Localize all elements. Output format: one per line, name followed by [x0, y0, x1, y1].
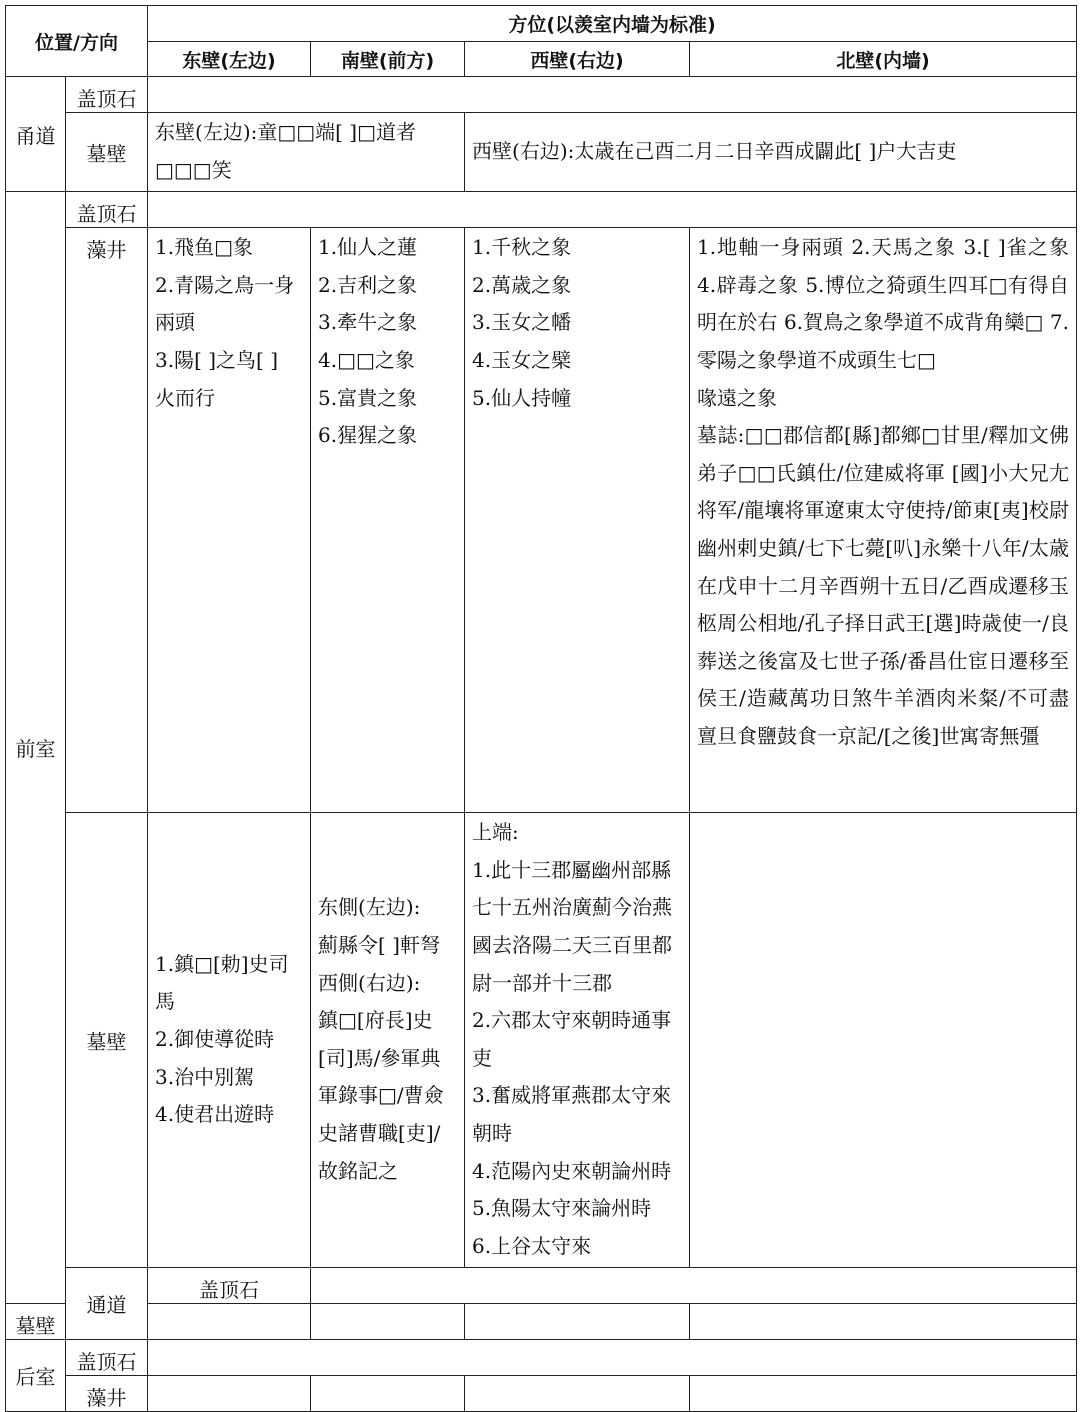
section-tongdao-label: 通道: [66, 1268, 148, 1340]
zaojing-north-items-tail: 喙遠之象: [697, 385, 778, 410]
zaojing-west-item: 5.仙人持幢: [472, 385, 572, 410]
wall-west-item: 6.上谷太守來: [472, 1233, 592, 1258]
wall-south-item: 鎮□[府長]史: [318, 1008, 433, 1033]
tongdao-wall-east-cell: [148, 1304, 311, 1340]
front-zaojing-east-cell: [148, 228, 311, 813]
zaojing-west-item: 4.玉女之檗: [472, 347, 572, 372]
wall-east-item: 3.治中別駕: [155, 1064, 255, 1089]
back-zaojing-west-cell: [465, 1376, 690, 1412]
front-wall-label: 墓壁: [66, 813, 148, 1268]
zaojing-west-item: 1.千秋之象: [472, 235, 572, 260]
wall-south-item: 故銘記之: [318, 1158, 399, 1183]
zaojing-south-item: 6.猩猩之象: [318, 423, 418, 448]
zaojing-north-items: 1.地軸一身兩頭 2.天馬之象 3.[ ]雀之象 4.辟毒之象 5.博位之猗頭生四耳□有得自明在於右 6.賀鳥之象學道不成背角欒□ 7.零陽之象學道不成頭生七□: [697, 235, 1070, 372]
wall-east-item: 馬: [155, 989, 176, 1014]
yongdao-capstone-label: 盖顶石: [66, 77, 148, 113]
col-north-wall-header: 北壁(内墙): [690, 42, 1077, 77]
back-zaojing-east-cell: [148, 1376, 311, 1412]
front-capstone-label: 盖顶石: [66, 192, 148, 228]
back-zaojing-north-cell: [690, 1376, 1077, 1412]
back-zaojing-south-cell: [311, 1376, 465, 1412]
wall-west-item: 2.六郡太守來朝時通事: [472, 1008, 672, 1033]
orientation-header: 方位(以羡室内墙为标准): [148, 6, 1077, 42]
tomb-inscription-table: [5, 5, 1077, 1412]
front-wall-west-cell: [465, 813, 690, 1268]
col-west-wall-header: 西壁(右边): [465, 42, 690, 77]
back-capstone-label: 盖顶石: [66, 1340, 148, 1376]
zaojing-south-item: 4.□□之象: [318, 347, 415, 372]
position-direction-header: 位置/方向: [6, 6, 148, 77]
front-zaojing-label: 藻井: [66, 228, 148, 813]
zaojing-north-epitaph: 墓誌:□□郡信都[縣]都鄉□甘里/釋加文佛弟子□□氏鎮仕/位建威将軍 [國]小大兄尢将军/龍壤将軍遼東太守使持/節東[夷]校尉幽州剌史鎮/七下七薨[叭]永樂十八年/太歳在戊申十二月辛酉朔十五日/乙酉成遷移玉柩周公相地/孔子择日武王[選]時歳使一/良葬送之後富及七世子孫/番昌仕宦日遷移至侯王/造藏萬功日煞牛羊酒肉米粲/不可盡亶旦食鹽鼓食一京記/[之後]世寓寄無彊: [697, 423, 1070, 748]
front-zaojing-north-cell: [690, 228, 1077, 813]
tongdao-capstone-cell: [311, 1268, 1077, 1304]
yongdao-east-wall-cell: [148, 113, 465, 192]
front-zaojing-south-cell: [311, 228, 465, 813]
wall-west-item: 3.奮威將軍燕郡太守來: [472, 1083, 672, 1108]
wall-west-item: 朝時: [472, 1120, 513, 1145]
zaojing-south-item: 5.富貴之象: [318, 385, 418, 410]
front-wall-north-cell: [690, 813, 1077, 1268]
zaojing-east-item: 1.飛鱼□象: [155, 235, 253, 260]
yongdao-east-line: □□□笑: [155, 157, 232, 182]
tongdao-capstone-label: 盖顶石: [148, 1268, 311, 1304]
wall-east-item: 1.鎮□[勅]史司: [155, 951, 289, 976]
yongdao-west-wall-cell: [465, 113, 1077, 192]
tongdao-wall-label: 墓壁: [6, 1304, 66, 1340]
yongdao-west-line: 西壁(右边):太歳在己酉二月二日辛酉成闢此[ ]户大吉吏: [472, 138, 957, 163]
zaojing-south-item: 1.仙人之蓮: [318, 235, 418, 260]
section-front-chamber-label: 前室: [6, 192, 66, 1304]
back-zaojing-label: 藻井: [66, 1376, 148, 1412]
tongdao-wall-west-cell: [465, 1304, 690, 1340]
back-capstone-cell: [148, 1340, 1077, 1376]
front-zaojing-west-cell: [465, 228, 690, 813]
front-wall-east-cell: [148, 813, 311, 1268]
zaojing-east-item: 2.青陽之鳥一身: [155, 272, 295, 297]
wall-west-item: 1.此十三郡屬幽州部縣: [472, 857, 672, 882]
front-capstone-cell: [148, 192, 1077, 228]
wall-west-item: 尉一部并十三郡: [472, 970, 613, 995]
wall-south-item: 东側(左边):: [318, 895, 421, 920]
wall-south-item: 薊縣令[ ]軒弩: [318, 932, 440, 957]
col-south-wall-header: 南壁(前方): [311, 42, 465, 77]
tongdao-wall-south-cell: [311, 1304, 465, 1340]
zaojing-east-item: 火而行: [155, 385, 216, 410]
zaojing-south-item: 2.吉利之象: [318, 272, 418, 297]
section-back-chamber-label: 后室: [6, 1340, 66, 1412]
wall-west-item: 5.魚陽太守來論州時: [472, 1196, 652, 1221]
zaojing-west-item: 2.萬歳之象: [472, 272, 572, 297]
wall-west-item: 4.范陽內史來朝論州時: [472, 1158, 672, 1183]
zaojing-south-item: 3.牽牛之象: [318, 310, 418, 335]
col-east-wall-header: 东壁(左边): [148, 42, 311, 77]
section-yongdao-label: 甬道: [6, 77, 66, 192]
zaojing-west-item: 3.玉女之幡: [472, 310, 572, 335]
front-wall-south-cell: [311, 813, 465, 1268]
wall-east-item: 4.使君出遊時: [155, 1102, 275, 1127]
yongdao-capstone-cell: [148, 77, 1077, 113]
wall-west-item: 吏: [472, 1045, 493, 1070]
wall-south-item: 史諸曹職[吏]/: [318, 1120, 441, 1145]
wall-west-item: 七十五州治廣薊今治燕: [472, 895, 673, 920]
tongdao-wall-north-cell: [690, 1304, 1077, 1340]
yongdao-east-line: 东壁(左边):童□□端[ ]□道者: [155, 120, 417, 144]
wall-south-item: [司]馬/參軍典: [318, 1045, 441, 1070]
zaojing-east-item: 兩頭: [155, 310, 196, 335]
wall-south-item: 西側(右边):: [318, 970, 421, 995]
wall-west-item: 國去洛陽二天三百里都: [472, 932, 673, 957]
wall-west-item: 上端:: [472, 820, 519, 845]
wall-south-item: 軍錄事□/曹僉: [318, 1083, 444, 1108]
zaojing-east-item: 3.陽[ ]之鸟[ ]: [155, 347, 279, 372]
yongdao-wall-label: 墓壁: [66, 113, 148, 192]
wall-east-item: 2.御使導從時: [155, 1026, 275, 1051]
